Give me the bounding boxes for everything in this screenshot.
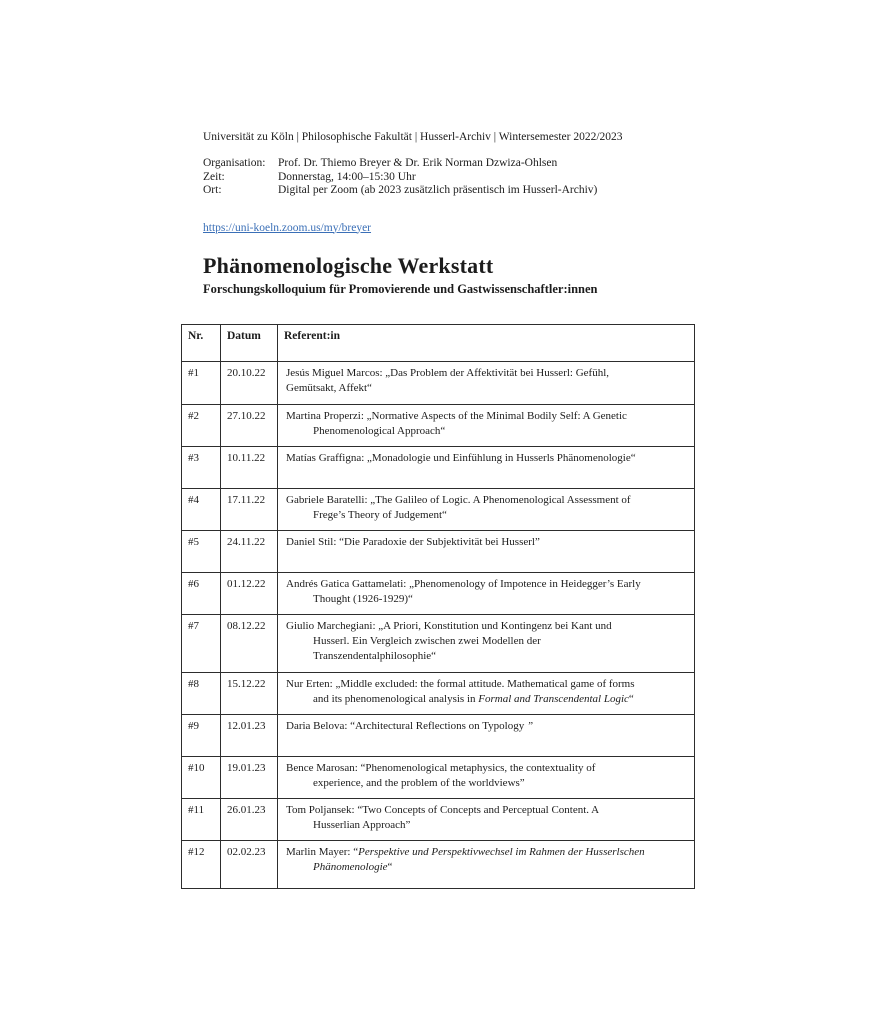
date-cell: 26.01.23 (221, 798, 278, 840)
row-number-cell: #5 (182, 530, 221, 572)
talk-title-line (286, 803, 689, 818)
row-number-cell: #9 (182, 714, 221, 756)
talk-title-line (286, 592, 689, 607)
zoom-meeting-link[interactable]: https://uni-koeln.zoom.us/my/breyer (203, 221, 372, 234)
table-row (182, 840, 695, 888)
date-cell: 02.02.23 (221, 840, 278, 888)
talk-title-segment: Giulio Marchegiani: „A Priori, Konstitution und Kontingenz bei Kant und (286, 619, 612, 632)
talk-title-line (286, 776, 689, 791)
talk-title-segment: Bence Marosan: “Phenomenological metaphysics, the contextuality of (286, 761, 596, 774)
date-cell: 27.10.22 (221, 404, 278, 446)
talk-title-line (286, 649, 689, 664)
speaker-talk-cell (278, 530, 695, 572)
talk-title-segment: Thought (1926-1929)“ (313, 592, 413, 605)
info-label: Zeit: (203, 170, 225, 183)
row-number-cell: #7 (182, 614, 221, 672)
talk-title-segment: Andrés Gatica Gattamelati: „Phenomenology of Impotence in Heidegger’s Early (286, 577, 641, 590)
table-row (182, 672, 695, 714)
info-value: Donnerstag, 14:00–15:30 Uhr (278, 170, 416, 183)
talk-title-segment: Phenomenological Approach“ (313, 424, 446, 437)
schedule-table (181, 324, 695, 889)
table-row (182, 614, 695, 672)
talk-title-segment: Phänomenologie (313, 860, 388, 873)
speaker-talk-cell (278, 672, 695, 714)
date-cell: 12.01.23 (221, 714, 278, 756)
row-number-cell: #4 (182, 488, 221, 530)
talk-title-segment: Daria Belova: “Architectural Reflections on Typology (286, 719, 525, 732)
talk-title-line (286, 366, 689, 381)
talk-title-segment: “ (387, 860, 393, 873)
talk-title-line (286, 818, 689, 833)
talk-title-line (286, 677, 689, 692)
info-row-ort (203, 184, 695, 198)
row-number-cell: #12 (182, 840, 221, 888)
speaker-talk-cell (278, 614, 695, 672)
row-number-cell: #10 (182, 756, 221, 798)
info-label: Ort: (203, 184, 222, 196)
row-number-cell: #8 (182, 672, 221, 714)
speaker-talk-cell (278, 756, 695, 798)
masthead: Universität zu Köln | Philosophische Fakultät | Husserl-Archiv | Wintersemester 2022/2023 (203, 131, 623, 143)
info-row-organisation (203, 157, 695, 171)
table-row (182, 756, 695, 798)
speaker-talk-cell (278, 361, 695, 404)
row-number-cell: #6 (182, 572, 221, 614)
date-cell: 01.12.22 (221, 572, 278, 614)
talk-title-segment: Husserl. Ein Vergleich zwischen zwei Modellen der (313, 634, 541, 647)
talk-title-segment: Frege’s Theory of Judgement“ (313, 508, 447, 521)
talk-title-segment: Husserlian Approach” (313, 818, 411, 831)
speaker-talk-cell (278, 404, 695, 446)
talk-title-segment: “ (628, 692, 634, 705)
speaker-talk-cell (278, 446, 695, 488)
talk-title-segment: Tom Poljansek: “Two Concepts of Concepts and Perceptual Content. A (286, 803, 600, 816)
talk-title-segment: Jesús Miguel Marcos: „Das Problem der Affektivität bei Husserl: Gefühl, (286, 366, 610, 379)
talk-title-segment: Transzendentalphilosophie“ (313, 649, 437, 662)
info-label: Organisation: (203, 157, 266, 169)
talk-title-line (286, 451, 689, 466)
talk-title-line (286, 634, 689, 649)
talk-title-line (286, 577, 689, 592)
column-header-referent: Referent:in (278, 324, 695, 361)
talk-title-segment: and its phenomenological analysis in (313, 692, 479, 705)
date-cell: 19.01.23 (221, 756, 278, 798)
talk-title-line (286, 761, 689, 776)
speaker-talk-cell (278, 488, 695, 530)
schedule-table-body (182, 361, 695, 888)
talk-title-segment: Matías Graffigna: „Monadologie und Einfühlung in Husserls Phänomenologie“ (286, 451, 636, 464)
talk-title-line (286, 381, 689, 396)
date-cell: 15.12.22 (221, 672, 278, 714)
row-number-cell: #2 (182, 404, 221, 446)
table-row (182, 530, 695, 572)
page-subtitle: Forschungskolloquium für Promovierende und Gastwissenschaftler:innen (203, 281, 598, 296)
talk-title-line (286, 535, 689, 550)
column-header-nr: Nr. (182, 324, 221, 361)
speaker-talk-cell (278, 572, 695, 614)
talk-title-segment: Marlin Mayer: “ (286, 845, 359, 858)
document-page (181, 131, 695, 889)
talk-title-line (286, 424, 689, 439)
talk-title-line (286, 860, 689, 875)
talk-title-segment: Gabriele Baratelli: „The Galileo of Logic. A Phenomenological Assessment of (286, 493, 631, 506)
info-value: Prof. Dr. Thiemo Breyer & Dr. Erik Norman Dzwiza-Ohlsen (278, 157, 558, 169)
talk-title-segment: Perspektive und Perspektivwechsel im Rahmen der Husserlschen (358, 845, 645, 858)
header-row (182, 324, 695, 361)
schedule-table-head (182, 324, 695, 361)
table-row (182, 361, 695, 404)
talk-title-line (286, 493, 689, 508)
table-row (182, 446, 695, 488)
speaker-talk-cell (278, 840, 695, 888)
talk-title-segment: Formal and Transcendental Logic (478, 692, 629, 705)
talk-title-segment: Gemütsakt, Affekt“ (286, 381, 372, 394)
column-header-datum: Datum (221, 324, 278, 361)
talk-title-segment: Daniel Stil: “Die Paradoxie der Subjektivität bei Husserl” (286, 535, 540, 548)
talk-title-segment: Martina Properzi: „Normative Aspects of the Minimal Bodily Self: A Genetic (286, 409, 627, 422)
date-cell: 24.11.22 (221, 530, 278, 572)
info-row-zeit (203, 171, 695, 185)
talk-title-line (286, 508, 689, 523)
date-cell: 08.12.22 (221, 614, 278, 672)
speaker-talk-cell (278, 714, 695, 756)
talk-title-segment: Nur Erten: „Middle excluded: the formal attitude. Mathematical game of forms (286, 677, 635, 690)
talk-title-line (286, 619, 689, 634)
table-row (182, 404, 695, 446)
date-cell: 17.11.22 (221, 488, 278, 530)
talk-title-line (286, 719, 689, 734)
info-block (203, 157, 695, 198)
date-cell: 10.11.22 (221, 446, 278, 488)
info-value: Digital per Zoom (ab 2023 zusätzlich präsentisch im Husserl-Archiv) (278, 184, 598, 196)
table-row (182, 488, 695, 530)
row-number-cell: #3 (182, 446, 221, 488)
table-row (182, 714, 695, 756)
talk-title-line (286, 409, 689, 424)
talk-title-line (286, 845, 689, 860)
table-row (182, 572, 695, 614)
row-number-cell: #1 (182, 361, 221, 404)
speaker-talk-cell (278, 798, 695, 840)
date-cell: 20.10.22 (221, 361, 278, 404)
talk-title-line (286, 692, 689, 707)
row-number-cell: #11 (182, 798, 221, 840)
talk-title-segment: ” (524, 719, 534, 732)
table-row (182, 798, 695, 840)
page-title: Phänomenologische Werkstatt (203, 252, 494, 278)
talk-title-segment: experience, and the problem of the worldviews” (313, 776, 525, 789)
